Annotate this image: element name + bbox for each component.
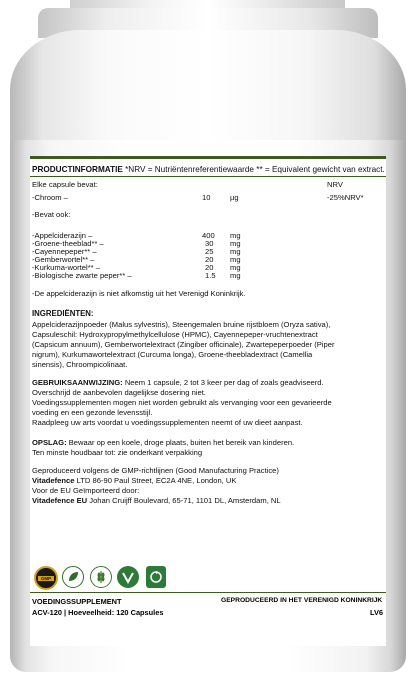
ingredients-line: Capsuleschil: Hydroxypropylmethylcellulose (HPMC), Cayennepeper-vruchtenextract (32, 330, 318, 339)
list-item-amount: 20 (205, 263, 214, 272)
list-item-unit: mg (230, 271, 241, 280)
usage-line: Voedingssupplementen mogen niet worden gebruikt als vervanging voor een gevarieerde (32, 398, 332, 407)
importer-statement: Voor de EU Geïmporteerd door: (32, 486, 140, 495)
storage-title: OPSLAG: (32, 438, 67, 447)
made-in-uk: GEPRODUCEERD IN HET VERENIGD KONINKRIJK (221, 597, 383, 604)
footer-rule (30, 592, 386, 593)
origin-note: -De appelciderazijn is niet afkomstig uit het Verenigd Koninkrijk. (32, 289, 246, 298)
usage-line: voeding en een gezonde levensstijl. (32, 408, 153, 417)
list-item-amount: 400 (202, 231, 215, 240)
vegan-v-icon (117, 566, 139, 588)
usage-title: GEBRUIKSAANWIJZING: (32, 378, 123, 387)
recycle-icon (146, 566, 166, 588)
chroom-amount: 10 (202, 193, 211, 202)
gmp-badge-icon (34, 566, 58, 590)
gluten-free-badge-icon (90, 566, 112, 588)
list-item-name: -Appelciderazijn – (32, 231, 93, 240)
product-info-header (32, 165, 385, 174)
ingredients-text (32, 320, 384, 370)
list-item-name: -Biologische zwarte peper** – (32, 271, 132, 280)
storage-line: Ten minste houdbaar tot: zie onderkant verpakking (32, 448, 203, 457)
product-code-quantity: ACV-120 | Hoeveelheid: 120 Capsules (32, 608, 164, 617)
list-item-unit: mg (230, 255, 241, 264)
ingredients-line: sinensis), Chroompicolinaat. (32, 360, 128, 369)
bottle-shoulder (10, 30, 406, 150)
list-item-amount: 20 (205, 255, 214, 264)
nrv-column-header: NRV (327, 180, 343, 189)
recyclable-badge-icon (146, 566, 166, 588)
manufacturer-address: LTD 86-90 Paul Street, EC2A 4NE, London, UK (74, 476, 237, 485)
ingredients-title: INGREDIËNTEN: (32, 309, 94, 318)
list-item-name: -Gemberwortel** – (32, 255, 95, 264)
label-top-rule (30, 156, 386, 159)
usage-line: Raadpleeg uw arts voordat u voedingssupplementen neemt of uw dieet aanpast. (32, 418, 303, 427)
list-item-unit: mg (230, 247, 241, 256)
usage-section (32, 378, 384, 428)
vegetarian-badge-icon (62, 566, 84, 588)
list-item-name: -Kurkuma-wortel** – (32, 263, 100, 272)
list-item-amount: 25 (205, 247, 214, 256)
supplement-label: VOEDINGSSUPPLEMENT (32, 597, 122, 606)
ingredients-line: Appelciderazijnpoeder (Malus sylvestris), Steengemalen bruine rijstbloem (Oryza sativa), (32, 320, 331, 329)
gmp-badge-text: GMP (40, 576, 52, 581)
wheat-icon (91, 567, 111, 587)
ingredients-line: (Capsicum annuum), Gemberwortelextract (Zingiber officinale), Zwartepeperpoeder (Piper (32, 340, 335, 349)
list-item-unit: mg (230, 239, 241, 248)
storage-section (32, 438, 384, 458)
list-item-amount: 1.5 (205, 271, 216, 280)
nrv-note: *NRV = Nutriëntenreferentiewaarde ** = Equivalent gewicht van extract. (125, 165, 385, 174)
gmp-statement: Geproduceerd volgens de GMP-richtlijnen (Good Manufacturing Practice) (32, 466, 279, 475)
list-item-amount: 30 (205, 239, 214, 248)
list-item-unit: mg (230, 231, 241, 240)
gmp-badge-graphic (36, 568, 56, 588)
per-capsule-label: Elke capsule bevat: (32, 180, 98, 189)
chroom-name: -Chroom – (32, 193, 68, 202)
manufacturer-section (32, 466, 384, 506)
list-item-unit: mg (230, 263, 241, 272)
manufacturer-name: Vitadefence (32, 476, 75, 485)
usage-line: Overschrijd de aanbevolen dagelijkse dosering niet. (32, 388, 206, 397)
ingredients-line: nigrum), Kurkumawortelextract (Curcuma longa), Groene-theebladextract (Camellia (32, 350, 313, 359)
chroom-unit: µg (230, 193, 239, 202)
product-info-title: PRODUCTINFORMATIE (32, 165, 123, 174)
also-contains-label: -Bevat ook: (32, 210, 71, 219)
leaf-icon (63, 567, 83, 587)
importer-name: Vitadefence EU (32, 496, 88, 505)
importer-address: Johan Cruijff Boulevard, 65-71, 1101 DL, Amsterdam, NL (87, 496, 281, 505)
list-item-name: -Cayennepeper** – (32, 247, 97, 256)
usage-line: Neem 1 capsule, 2 tot 3 keer per dag of zoals geadviseerd. (122, 378, 324, 387)
list-item-name: -Groene-theeblad** – (32, 239, 104, 248)
storage-line: Bewaar op een koele, droge plaats, buiten het bereik van kinderen. (66, 438, 295, 447)
header-rule (30, 176, 386, 177)
chroom-nrv: -25%NRV* (327, 193, 364, 202)
vegan-badge-icon (117, 566, 139, 588)
lot-code: LV6 (370, 608, 384, 617)
